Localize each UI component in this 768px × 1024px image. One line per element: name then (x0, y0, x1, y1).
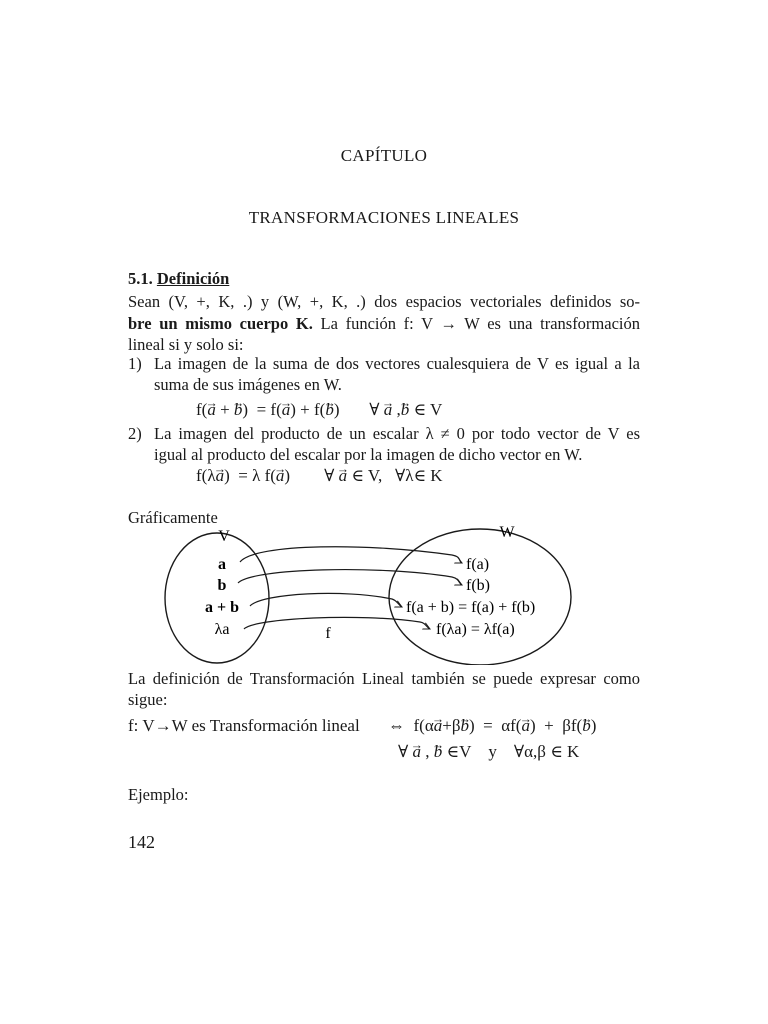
example-label: Ejemplo: (128, 785, 189, 804)
codomain-item-fb: f(b) (466, 577, 490, 594)
intro-line-3: lineal si y solo si: (128, 335, 244, 354)
section-heading (128, 268, 229, 290)
item-1-line-1: La imagen de la suma de dos vectores cualesquiera de V es igual a la (154, 354, 640, 373)
chapter-title: TRANSFORMACIONES LINEALES (248, 208, 520, 227)
section-number: 5.1. (128, 269, 153, 288)
alt-definition-quantifier: ∀ → a , → b ∈V y ∀α,β ∈ K (398, 741, 579, 763)
codomain-set-w (389, 529, 571, 665)
mapping-diagram (0, 515, 768, 665)
alt-definition-line-2: sigue: (128, 690, 168, 709)
section-title: Definición (156, 269, 230, 288)
domain-item-a: a (218, 556, 226, 573)
intro-line-2-rest: La función f: V → W es una transformación (312, 314, 640, 333)
arrow-b-to-fb (238, 570, 462, 585)
item-1-line-2: suma de sus imágenes en W. (154, 375, 342, 394)
codomain-item-f-lambda-a: f(λa) = λf(a) (436, 621, 515, 638)
homogeneity-formula: f(λ→ a) = λ f(→ a) ∀ → a ∈ V, ∀λ∈ K (196, 465, 443, 487)
arrow-lambda-a-to-f-lambda-a (244, 617, 430, 629)
domain-set-v (165, 533, 269, 663)
chapter-label: CAPÍTULO (340, 146, 428, 165)
arrow-a-to-fa (240, 547, 462, 563)
domain-item-lambda-a: λa (214, 621, 230, 638)
item-2-line-2: igual al producto del escalar por la imagen de dicho vector en W. (154, 445, 583, 464)
graficamente-label: Gráficamente (128, 508, 218, 527)
page-number: 142 (128, 832, 155, 852)
arrow-sum-to-fsum (250, 593, 402, 607)
item-2-line-1: La imagen del producto de un escalar λ ≠ 0 por todo vector de V es (154, 424, 640, 443)
codomain-item-f-sum: f(a + b) = f(a) + f(b) (406, 599, 536, 616)
alt-definition-formula: ⇔ f(α→ a+β→ b) = αf(→ a) + βf(→ b) (388, 715, 596, 737)
alt-definition-line-1: La definición de Transformación Lineal también se puede expresar como (128, 669, 640, 688)
additivity-formula: f(→ a + → b) = f(→ a) + f(→ b) ∀ → a ,→ b ∈ V (196, 399, 442, 421)
alt-definition-lhs: f: V→W es Transformación lineal (128, 716, 360, 735)
item-1-number: 1) (128, 354, 142, 373)
domain-item-b: b (217, 577, 227, 594)
item-2-number: 2) (128, 424, 142, 443)
codomain-item-fa: f(a) (466, 556, 490, 573)
codomain-label: W (499, 524, 515, 541)
intro-line-2 (128, 313, 640, 335)
domain-item-a-plus-b: a + b (204, 599, 240, 616)
domain-label: V (218, 528, 230, 545)
intro-line-1: Sean (V, +, K, .) y (W, +, K, .) dos espacios vectoriales definidos so- (128, 292, 640, 311)
intro-bold-text: bre un mismo cuerpo K. (128, 314, 313, 333)
map-label-f: f (325, 625, 331, 642)
